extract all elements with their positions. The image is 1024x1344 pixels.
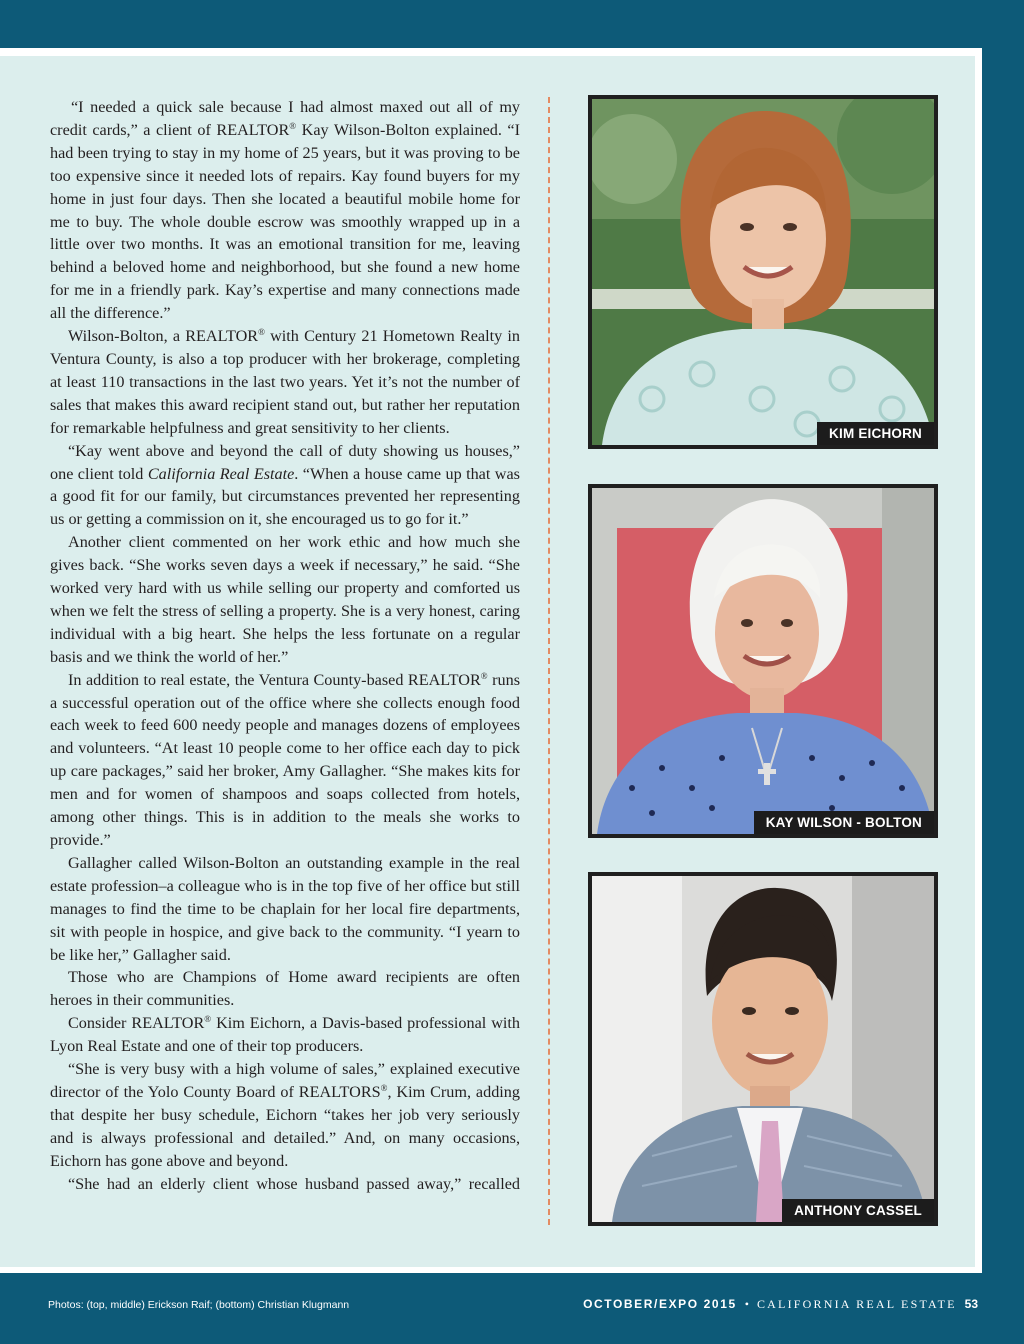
paragraph-4: Another client commented on her work ethic and how much she gives back. “She works seven days a week if necessary,” he said. “She worked very hard with us while selling our property and comforted us when we felt the stress of selling a property. She is a very honest, caring individual with a big heart. She helps the less fortunate on a regular basis and we think the world of her.” bbox=[50, 533, 520, 666]
paragraph-9: “She is very busy with a high volume of sales,” explained executive director of the Yolo County Board of REALTORS®, Kim Crum, adding that despite her busy schedule, Eichorn “takes her job very seriously and is always professional and detailed.” And, on many occasions, Eichorn has gone above and beyond. bbox=[50, 1060, 520, 1170]
paragraph-5: In addition to real estate, the Ventura County-based REALTOR® runs a successful operation out of the office where she collects enough food each week to feed 600 needy people and manages dozens of employees and volunteers. “At least 10 people come to her office each day to pick up care packages,” said her broker, Amy Gallagher. “She makes kits for men and for women of shampoos and soaps collected from hotels, among other things. This is in addition to the meals she works to provide.” bbox=[50, 670, 520, 849]
paragraph-2: Wilson-Bolton, a REALTOR® with Century 21 Hometown Realty in Ventura County, is also a top producer with her brokerage, completing at least 110 transactions in the last two years. Yet it’s not the number of sales that makes this award recipient stand out, but rather her reputation for remarkable helpfulness and great sensitivity to her clients. bbox=[50, 327, 520, 437]
photo-caption: ANTHONY CASSEL bbox=[782, 1199, 934, 1222]
portrait-woman-icon bbox=[592, 488, 934, 834]
folio-bullet: • bbox=[744, 1297, 749, 1311]
photo-kay-wilson-bolton bbox=[588, 484, 938, 838]
photo-caption: KIM EICHORN bbox=[817, 422, 934, 445]
issue-label: OCTOBER/EXPO 2015 bbox=[583, 1297, 737, 1311]
paragraph-6: Gallagher called Wilson-Bolton an outstanding example in the real estate profession–a colleague who is in the top five of her office but still manages to find the time to be chaplain for her local fire departments, sit with people in hospice, and give back to the community. “I yearn to be like her,” Gallagher said. bbox=[50, 853, 520, 964]
paragraph-3-end: . “When a house came up that was a good fit for our family, but circumstances prevented her representing us or getting a commission on it, she encouraged us to go for it.” bbox=[50, 464, 520, 529]
photo-anthony-cassel bbox=[588, 872, 938, 1226]
registered-mark: ® bbox=[289, 120, 297, 131]
portrait-man-icon bbox=[592, 876, 934, 1222]
top-band bbox=[0, 0, 1024, 48]
article-body bbox=[50, 96, 520, 1196]
paragraph-1: “I needed a quick sale because I had almost maxed out all of my credit cards,” a client of REALTOR® Kay Wilson-Bolton explained. “I had been trying to stay in my home of 25 years, but it was proving to be too expensive since it needed lots of repairs. Kay found buyers for my home in just four days. Then she located a beautiful mobile home for me to buy. The whole double escrow was smoothly wrapped up in a little over two months. It was an emotional transition for me, leaving behind a beloved home and neighborhood, but she found a new home for me in a friendly park. Kay’s expertise and many connections made all the difference.” bbox=[50, 98, 520, 323]
photo-credit: Photos: (top, middle) Erickson Raif; (bottom) Christian Klugmann bbox=[48, 1299, 350, 1311]
page-folio bbox=[583, 1297, 978, 1312]
publication-name: California Real Estate bbox=[147, 464, 295, 483]
column-divider bbox=[548, 97, 550, 1225]
paragraph-3-start: “Kay went above and beyond the call of duty showing us houses,” one client told bbox=[50, 441, 520, 483]
paragraph-3 bbox=[50, 440, 520, 532]
registered-mark: ® bbox=[380, 1082, 388, 1093]
paragraph-7: Those who are Champions of Home award recipients are often heroes in their communities. bbox=[50, 968, 520, 1010]
page-number: 53 bbox=[964, 1297, 978, 1311]
portrait-woman-icon bbox=[592, 99, 934, 445]
registered-mark: ® bbox=[258, 327, 265, 338]
registered-mark: ® bbox=[204, 1014, 212, 1025]
registered-mark: ® bbox=[480, 670, 488, 681]
paragraph-8: Consider REALTOR® Kim Eichorn, a Davis-based professional with Lyon Real Estate and one of their top producers. bbox=[50, 1014, 520, 1056]
photo-kim-eichorn bbox=[588, 95, 938, 449]
paragraph-10: “She had an elderly client whose husband passed away,” recalled bbox=[68, 1174, 520, 1193]
photo-caption: KAY WILSON - BOLTON bbox=[754, 811, 934, 834]
magazine-name: CALIFORNIA REAL ESTATE bbox=[756, 1297, 957, 1311]
